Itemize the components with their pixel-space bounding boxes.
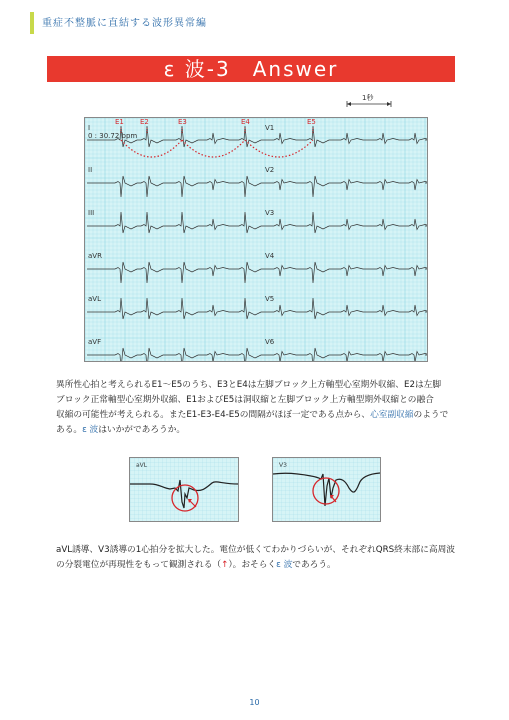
paragraph-line: の分裂電位が再現性をもって観測される（↑）。おそらくε 波であろう。 (56, 560, 336, 570)
paragraph-line: 異所性心拍と考えられるE1〜E5のうち、E3とE4は左脚ブロック上方軸型心室期外収縮、E2は左脚 (56, 380, 442, 390)
lead-label-v1: V1 (265, 124, 275, 132)
paragraph-line: ブロック正常軸型心室期外収縮、E1およびE5は洞収縮と左脚ブロック上方軸型期外収縮との融合 (56, 395, 434, 405)
page-title: ε 波-3 Answer (47, 56, 455, 82)
lead-label-avf: aVF (88, 338, 102, 346)
lead-label-ii: II (88, 166, 93, 174)
lead-label-iii: III (88, 209, 95, 217)
up-arrow-icon: ↑ (221, 560, 229, 570)
zoom-tracing-avl (130, 458, 238, 521)
zoom-panel-avl (129, 457, 239, 522)
zoom-explanation-paragraph (56, 543, 476, 573)
paragraph-line: 収縮の可能性が考えられる。またE1-E3-E4-E5の間隔がほぼ一定である点から、心室副収縮のようで (56, 410, 449, 420)
page-number: 10 (249, 698, 260, 707)
beat-label-e3: E3 (178, 118, 187, 126)
beat-label-e4: E4 (241, 118, 250, 126)
beat-label-e1: E1 (115, 118, 124, 126)
section-accent-bar (30, 12, 34, 34)
keyword-epsilon-wave: ε 波 (276, 560, 293, 570)
ecg-12-lead-panel (84, 117, 428, 362)
time-scale-label: 1秒 (362, 94, 374, 102)
heart-rate-readout: 0 : 30.72 bpm (88, 132, 138, 140)
beat-label-e5: E5 (307, 118, 316, 126)
zoom-panel-v3 (272, 457, 381, 522)
beat-label-e2: E2 (140, 118, 149, 126)
lead-label-avr: aVR (88, 252, 102, 260)
section-title: 重症不整脈に直結する波形異常編 (42, 18, 207, 29)
zoom-tracing-v3 (273, 458, 380, 521)
lead-label-v4: V4 (265, 252, 275, 260)
ecg-tracings (85, 118, 427, 361)
explanation-paragraph (56, 378, 476, 438)
keyword-parasystole: 心室副収縮 (370, 410, 414, 420)
lead-label-v3: V3 (265, 209, 275, 217)
lead-label-i: I (88, 124, 91, 132)
paragraph-line: aVL誘導、V3誘導の1心拍分を拡大した。電位が低くてわかりづらいが、それぞれQRS終末部に高周波 (56, 545, 455, 555)
lead-label-v5: V5 (265, 295, 275, 303)
keyword-epsilon-wave: ε 波 (82, 425, 99, 435)
lead-label-v6: V6 (265, 338, 275, 346)
lead-label-avl: aVL (88, 295, 101, 303)
paragraph-line: ある。ε 波はいかがであろうか。 (56, 425, 186, 435)
lead-label-v2: V2 (265, 166, 275, 174)
